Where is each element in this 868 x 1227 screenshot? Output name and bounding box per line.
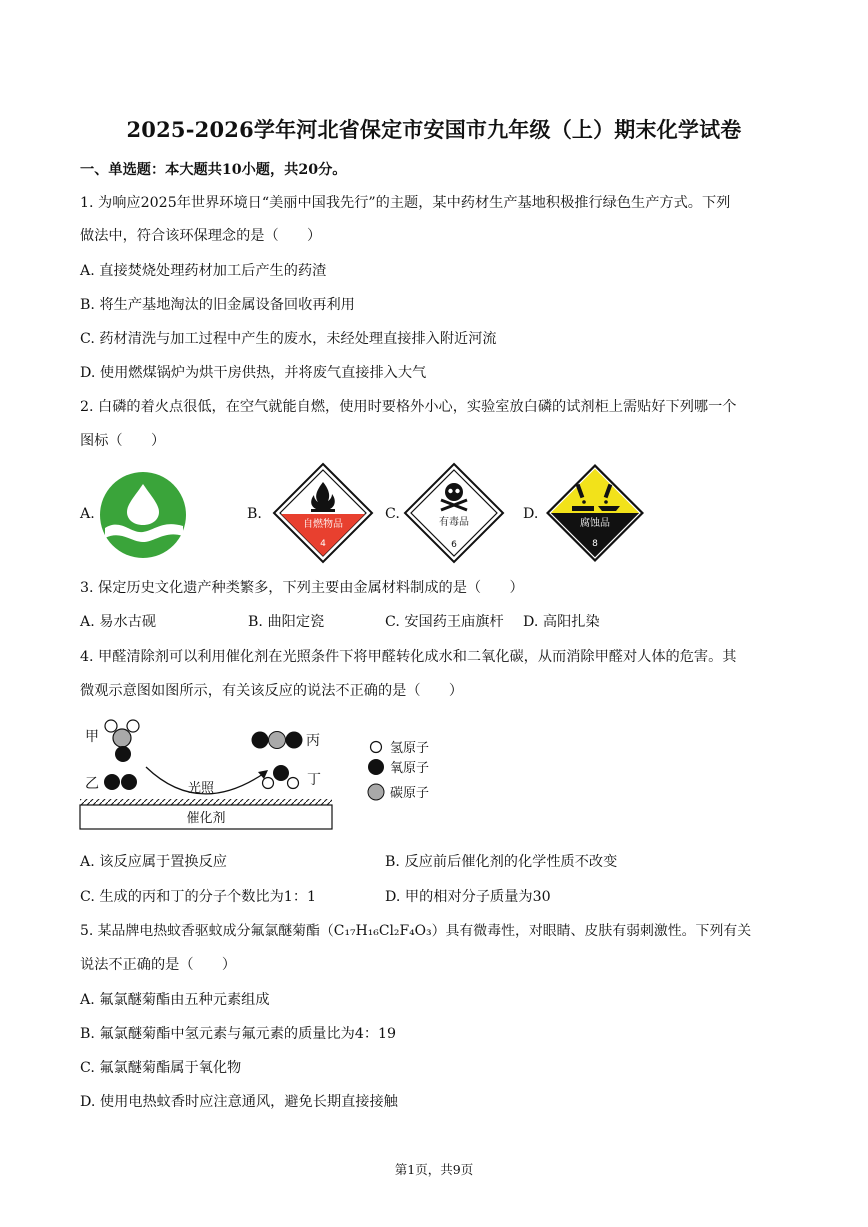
label-ding: 丁	[307, 772, 321, 788]
q2-option-a-label: A.	[80, 506, 95, 522]
q4-stem-line2: 微观示意图如图所示，有关该反应的说法不正确的是（ ）	[80, 683, 464, 699]
q5-option-a: A. 氟氯醚菊酯由五种元素组成	[80, 992, 270, 1008]
jia-h-atom-2	[127, 720, 139, 732]
label-light: 光照	[188, 781, 215, 796]
sign-b-number: 4	[320, 539, 326, 549]
q4-option-a: A. 该反应属于置换反应	[80, 854, 227, 870]
water-saving-icon	[97, 470, 189, 560]
q3-stem: 3. 保定历史文化遗产种类繁多，下列主要由金属材料制成的是（ ）	[80, 580, 524, 596]
sign-c-number: 6	[451, 540, 457, 550]
q4-option-c: C. 生成的丙和丁的分子个数比为1：1	[80, 889, 317, 905]
q1-stem-line2: 做法中，符合该环保理念的是（ ）	[80, 228, 322, 244]
q2-stem-line1: 2. 白磷的着火点很低，在空气就能自燃，使用时要格外小心，实验室放白磷的试剂柜上需贴好下列哪一个	[80, 399, 737, 415]
sign-b-text: 自燃物品	[303, 519, 343, 530]
q1-option-a: A. 直接焚烧处理药材加工后产生的药渣	[80, 263, 327, 279]
q2-stem-line2: 图标（ ）	[80, 433, 166, 449]
toxic-sign-icon	[403, 462, 505, 564]
q4-stem-line1: 4. 甲醛清除剂可以利用催化剂在光照条件下将甲醛转化成水和二氧化碳，从而消除甲醛对人体的危害。其	[80, 649, 737, 665]
sign-d-text: 腐蚀品	[580, 518, 610, 529]
page-title: 2025-2026学年河北省保定市安国市九年级（上）期末化学试卷	[126, 117, 742, 142]
q1-option-b: B. 将生产基地淘汰的旧金属设备回收再利用	[80, 297, 355, 313]
q3-option-b: B. 曲阳定瓷	[248, 614, 325, 630]
q4-option-d: D. 甲的相对分子质量为30	[385, 889, 551, 905]
q2-option-b-label: B.	[247, 506, 262, 522]
q3-option-a: A. 易水古砚	[80, 614, 157, 630]
sign-c-text: 有毒品	[439, 517, 469, 528]
reaction-micro-diagram	[78, 712, 458, 836]
section-heading: 一、单选题：本大题共10小题，共20分。	[80, 162, 347, 178]
label-jia: 甲	[85, 729, 99, 745]
legend-h-label: 氢原子	[390, 741, 430, 756]
q3-option-c: C. 安国药王庙旗杆	[385, 614, 504, 630]
sign-d-number: 8	[592, 539, 598, 549]
bing-o-atom-1	[252, 732, 269, 749]
q1-stem-line1: 1. 为响应2025年世界环境日“美丽中国我先行”的主题，某中药材生产基地积极推行绿色生产方式。下列	[80, 195, 731, 211]
legend-o-icon	[368, 759, 384, 775]
q5-stem-line1: 5. 某品牌电热蚊香驱蚊成分氟氯醚菊酯（C₁₇H₁₆Cl₂F₄O₃）具有微毒性，对眼睛、皮肤有弱刺激性。下列有关	[80, 923, 752, 939]
q1-option-c: C. 药材清洗与加工过程中产生的废水，未经处理直接排入附近河流	[80, 331, 497, 347]
q5-option-d: D. 使用电热蚊香时应注意通风，避免长期直接接触	[80, 1094, 398, 1110]
bing-c-atom	[269, 732, 286, 749]
q5-option-c: C. 氟氯醚菊酯属于氧化物	[80, 1060, 242, 1076]
q3-option-d: D. 高阳扎染	[523, 614, 600, 630]
yi-o-atom-2	[121, 774, 137, 790]
spontaneous-combustion-sign-icon	[272, 462, 374, 564]
q1-option-d: D. 使用燃煤锅炉为烘干房供热，并将废气直接排入大气	[80, 365, 427, 381]
legend-c-icon	[368, 784, 384, 800]
page-number: 第1页，共9页	[394, 1162, 474, 1177]
ding-o-atom	[273, 765, 289, 781]
jia-h-atom-1	[105, 720, 117, 732]
ding-h-atom-1	[263, 778, 274, 789]
q4-option-b: B. 反应前后催化剂的化学性质不改变	[385, 854, 618, 870]
corrosive-sign-icon	[544, 462, 646, 564]
q2-option-d-label: D.	[523, 506, 539, 522]
label-yi: 乙	[85, 776, 99, 792]
q5-stem-line2: 说法不正确的是（ ）	[80, 957, 237, 973]
label-bing: 丙	[306, 733, 320, 749]
legend-h-icon	[371, 742, 382, 753]
q2-option-c-label: C.	[385, 506, 400, 522]
ding-h-atom-2	[288, 778, 299, 789]
jia-c-atom	[113, 729, 131, 747]
yi-o-atom-1	[104, 774, 120, 790]
bing-o-atom-2	[286, 732, 303, 749]
q5-option-b: B. 氟氯醚菊酯中氢元素与氟元素的质量比为4：19	[80, 1026, 397, 1042]
label-catalyst: 催化剂	[186, 811, 226, 826]
legend-c-label: 碳原子	[390, 786, 430, 801]
jia-o-atom	[115, 746, 131, 762]
legend-o-label: 氧原子	[390, 761, 430, 776]
